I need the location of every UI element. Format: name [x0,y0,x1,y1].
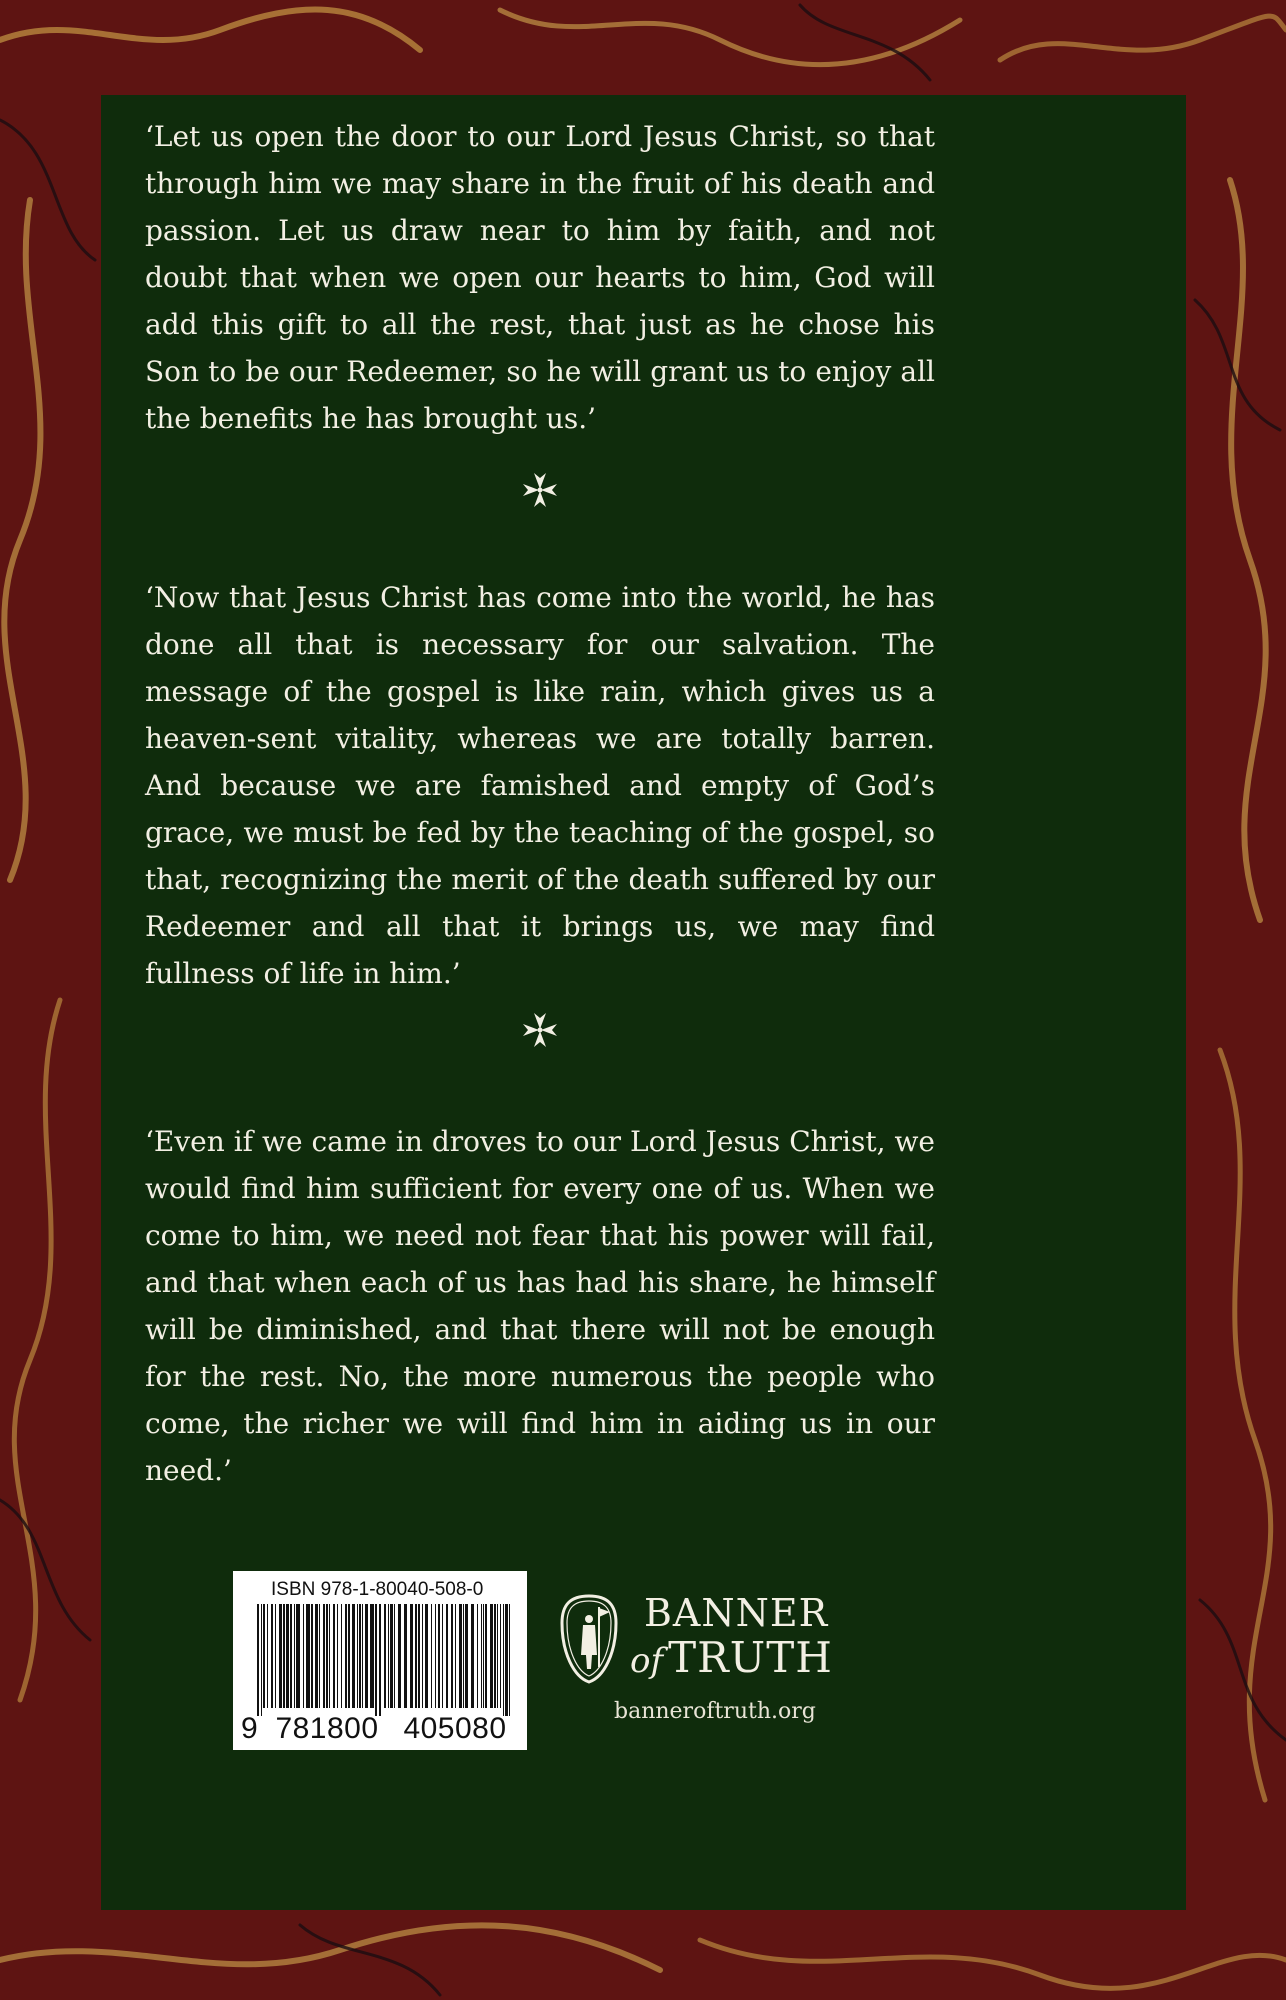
publisher-name-line1: BANNER [644,1591,829,1635]
publisher-name-line2 [630,1633,833,1682]
barcode-digit-group: 405080 [403,1712,507,1745]
publisher-logo [558,1591,878,1741]
barcode-digit-group: 781800 [275,1712,379,1745]
barcode-digit-group: 9 [241,1712,259,1745]
quote-text: ‘Even if we came in droves to our Lord Jesus Christ, we would find him sufficient for every one of us. When we come to him, we need not fear that his power will fail, and that when each of us has had his share, he himself will be diminished, and that there will not be enough for the rest. No, the more numerous the people who come, the richer we will find him in aiding us in our need.’ [145,1125,935,1487]
maltese-cross-icon [520,470,560,510]
quote-text: ‘Let us open the door to our Lord Jesus Christ, so that through him we may share in the fruit of his death and passion. Let us draw near to him by faith, and not doubt that when we open our hearts to him, God will add this gift to all the rest, that just as he chose his Son to be our Redeemer, so he will grant us to enjoy all the benefits he has brought us.’ [145,120,935,435]
publisher-url: banneroftruth.org [614,1699,816,1724]
isbn-barcode [233,1571,527,1750]
publisher-truth: TRUTH [668,1633,833,1682]
maltese-cross-icon [520,1010,560,1050]
barcode-icon [243,1604,517,1716]
banner-emblem-icon [558,1593,620,1685]
publisher-of: of [630,1641,664,1681]
barcode-digits [241,1712,521,1746]
quote-text: ‘Now that Jesus Christ has come into the world, he has done all that is necessary for our salvation. The message of the gospel is like rain, which gives us a heaven-sent vitality, whereas we are totally barren. And because we are famished and empty of God’s grace, we must be fed by the teaching of the gospel, so that, recognizing the merit of the death suffered by our Redeemer and all that it brings us, we may find fullness of life in him.’ [145,581,935,990]
isbn-label: ISBN 978-1-80040-508-0 [271,1579,484,1600]
